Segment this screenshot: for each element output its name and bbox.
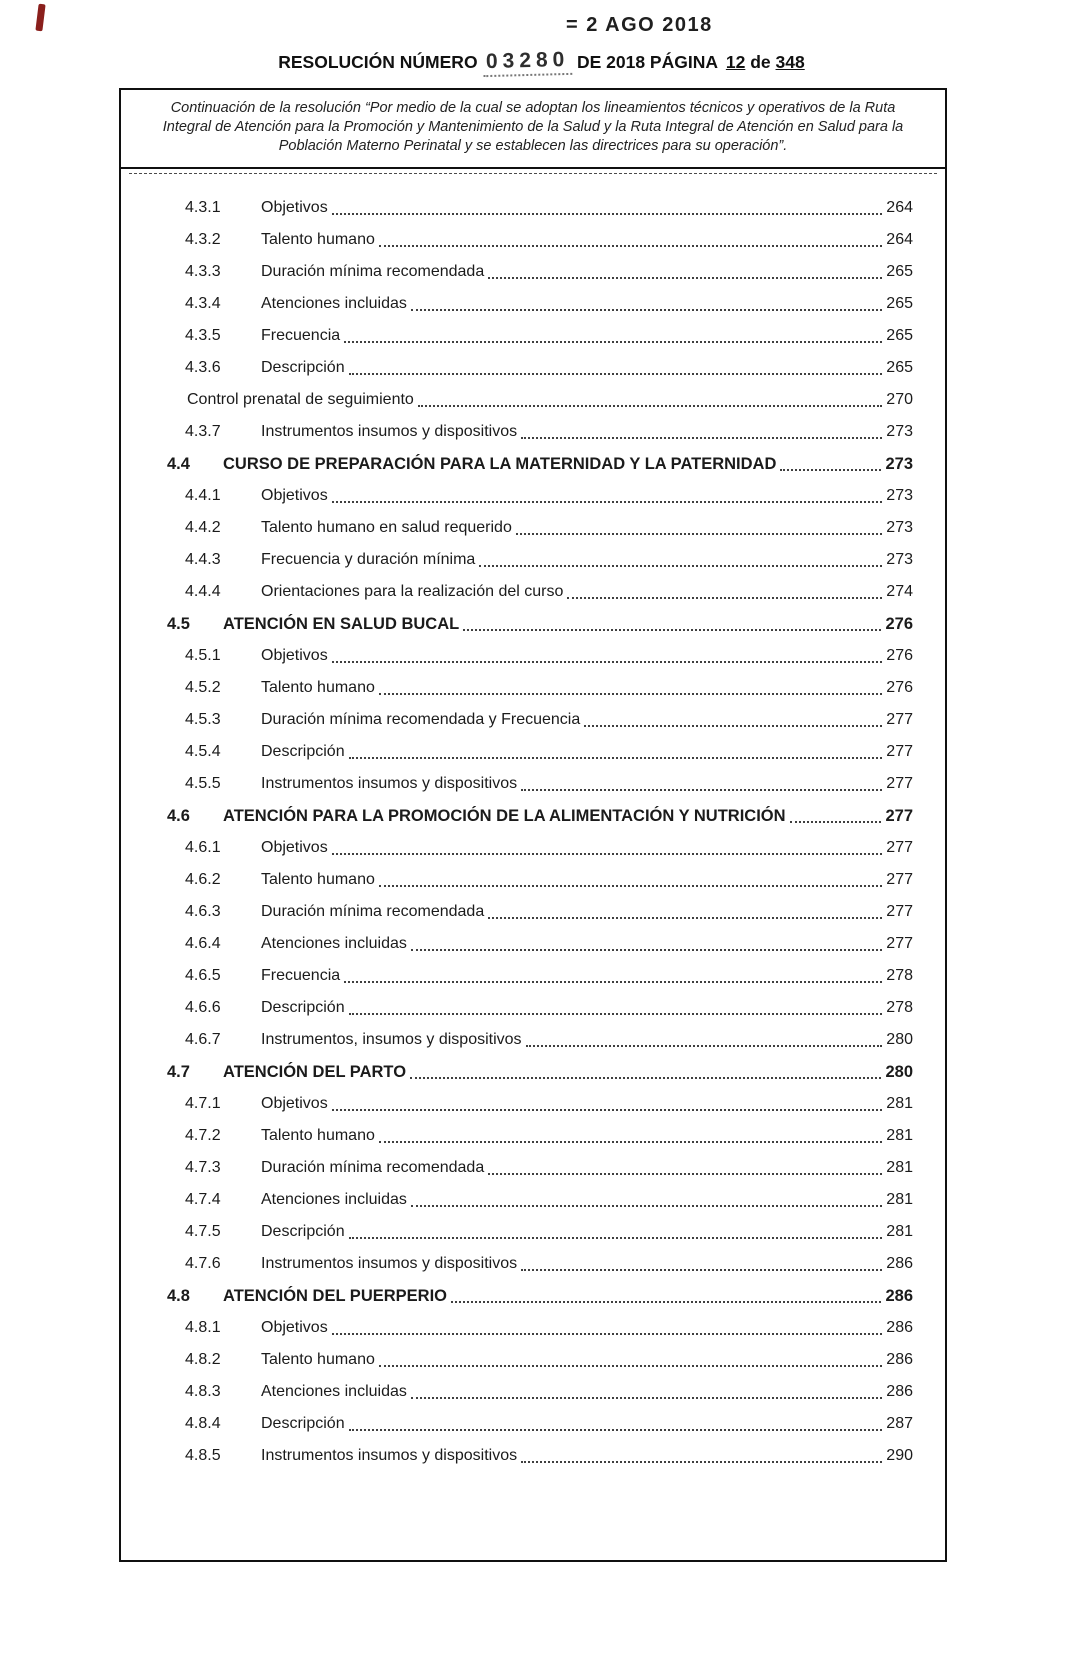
section-number: 4.6.6 — [185, 999, 221, 1016]
page-number: 277 — [886, 839, 913, 856]
section-title: Atenciones incluidas — [261, 1383, 407, 1400]
section-title: Talento humano — [261, 1127, 375, 1144]
toc-row — [185, 736, 913, 768]
toc-row — [185, 768, 913, 800]
toc-row — [167, 448, 913, 480]
section-title: Atenciones incluidas — [261, 935, 407, 952]
page-number: 265 — [886, 263, 913, 280]
dot-leader — [418, 405, 882, 407]
section-title: Objetivos — [261, 839, 328, 856]
dot-leader — [463, 629, 881, 631]
section-number: 4.6.3 — [185, 903, 221, 920]
section-number: 4.3.5 — [185, 327, 221, 344]
dot-leader — [379, 885, 882, 887]
page-number: 265 — [886, 295, 913, 312]
page-number: 290 — [886, 1447, 913, 1464]
section-title: ATENCIÓN DEL PARTO — [223, 1063, 407, 1081]
toc-row — [167, 608, 913, 640]
resolution-prefix: RESOLUCIÓN NÚMERO — [278, 52, 478, 72]
section-title: Talento humano en salud requerido — [261, 519, 512, 536]
toc-row — [185, 1248, 913, 1280]
page-number: 277 — [886, 935, 913, 952]
page-number: 274 — [886, 583, 913, 600]
section-number: 4.3.4 — [185, 295, 221, 312]
dot-leader — [349, 757, 883, 759]
page-number: 273 — [886, 551, 913, 568]
section-number: 4.6.4 — [185, 935, 221, 952]
page-number: 277 — [886, 743, 913, 760]
toc-row — [185, 416, 913, 448]
toc-row — [185, 544, 913, 576]
toc-row — [185, 672, 913, 704]
dot-leader — [344, 981, 882, 983]
dot-leader — [488, 277, 882, 279]
toc-row — [167, 1056, 913, 1088]
toc-row — [185, 512, 913, 544]
section-title: Objetivos — [261, 647, 328, 664]
section-title: Objetivos — [261, 487, 328, 504]
toc-row — [185, 224, 913, 256]
section-title: Frecuencia y duración mínima — [261, 551, 476, 568]
page-number: 281 — [886, 1127, 913, 1144]
page-number: 270 — [886, 391, 913, 408]
section-title: Talento humano — [261, 1351, 375, 1368]
section-number: 4.6.5 — [185, 967, 221, 984]
dot-leader — [488, 1173, 882, 1175]
resolution-middle: DE 2018 PÁGINA — [576, 52, 718, 72]
section-title: Objetivos — [261, 199, 328, 216]
toc-row — [185, 288, 913, 320]
section-number: 4.8.5 — [185, 1447, 221, 1464]
page-number: 277 — [886, 871, 913, 888]
section-number: 4.5.1 — [185, 647, 221, 664]
section-number: 4.8.3 — [185, 1383, 221, 1400]
dot-leader — [790, 821, 882, 823]
section-title: Instrumentos insumos y dispositivos — [261, 1447, 518, 1464]
section-title: Talento humano — [261, 679, 375, 696]
page-number: 286 — [885, 1287, 913, 1305]
dot-leader — [451, 1301, 881, 1303]
section-number: 4.6.2 — [185, 871, 221, 888]
section-number: 4.8.2 — [185, 1351, 221, 1368]
page-total: 348 — [775, 52, 805, 72]
dot-leader — [567, 597, 882, 599]
dot-leader — [411, 949, 882, 951]
dot-leader — [344, 341, 882, 343]
section-number: 4.4 — [167, 455, 190, 473]
section-title: Duración mínima recomendada y Frecuencia — [261, 711, 581, 728]
section-number: 4.7.1 — [185, 1095, 221, 1112]
section-number: 4.3.2 — [185, 231, 221, 248]
section-number: 4.5.4 — [185, 743, 221, 760]
page-number: 264 — [886, 231, 913, 248]
dot-leader — [521, 789, 882, 791]
section-title: Descripción — [261, 1223, 345, 1240]
section-title: Talento humano — [261, 231, 375, 248]
page-number: 265 — [886, 359, 913, 376]
dot-leader — [349, 1013, 883, 1015]
section-title: Atenciones incluidas — [261, 1191, 407, 1208]
toc-row — [185, 1184, 913, 1216]
dot-leader — [479, 565, 882, 567]
content-frame — [119, 88, 947, 1562]
toc-row — [185, 1088, 913, 1120]
section-number: 4.3.7 — [185, 423, 221, 440]
toc-row — [185, 832, 913, 864]
page-number: 277 — [886, 775, 913, 792]
section-title: Duración mínima recomendada — [261, 1159, 485, 1176]
page-number: 286 — [886, 1255, 913, 1272]
toc-row — [185, 1216, 913, 1248]
stamp-number: 03280 — [482, 48, 572, 77]
section-title: Instrumentos insumos y dispositivos — [261, 775, 518, 792]
section-number: 4.4.3 — [185, 551, 221, 568]
dot-leader — [349, 1237, 883, 1239]
section-number: 4.4.4 — [185, 583, 221, 600]
page-number: 265 — [886, 327, 913, 344]
section-title: Instrumentos insumos y dispositivos — [261, 423, 518, 440]
dot-leader — [521, 1269, 882, 1271]
page-number: 273 — [885, 455, 913, 473]
dot-leader — [521, 437, 882, 439]
page-number: 287 — [886, 1415, 913, 1432]
section-number: 4.8 — [167, 1287, 190, 1305]
page-number: 273 — [886, 519, 913, 536]
pen-mark — [35, 4, 45, 32]
section-title: ATENCIÓN DEL PUERPERIO — [223, 1287, 447, 1305]
dot-leader — [780, 469, 881, 471]
section-number: 4.7.3 — [185, 1159, 221, 1176]
continuation-note: Continuación de la resolución “Por medio de la cual se adoptan los lineamientos técnicos y operativos de la Ruta Integral de Atención para la Promoción y Mantenimiento de la Salud y la Ruta Integral de Atención en Salud para la Población Materno Perinatal y se establecen las directrices para su operación”. — [121, 90, 945, 169]
section-number: 4.5.5 — [185, 775, 221, 792]
toc-row — [185, 1376, 913, 1408]
section-title: ATENCIÓN PARA LA PROMOCIÓN DE LA ALIMENTACIÓN Y NUTRICIÓN — [223, 807, 786, 825]
section-title: Duración mínima recomendada — [261, 903, 485, 920]
section-number: 4.6.1 — [185, 839, 221, 856]
page-current: 12 — [725, 52, 746, 72]
page-number: 277 — [886, 711, 913, 728]
toc-row — [185, 992, 913, 1024]
page-number: 286 — [886, 1319, 913, 1336]
dot-leader — [584, 725, 882, 727]
page-number: 278 — [886, 999, 913, 1016]
section-number: 4.7 — [167, 1063, 190, 1081]
toc-row — [185, 1344, 913, 1376]
section-number: 4.7.6 — [185, 1255, 221, 1272]
section-number: 4.4.2 — [185, 519, 221, 536]
section-number: 4.7.2 — [185, 1127, 221, 1144]
dot-leader — [410, 1077, 881, 1079]
dot-leader — [379, 1365, 882, 1367]
dot-leader — [332, 501, 883, 503]
toc-row — [185, 640, 913, 672]
section-title: Duración mínima recomendada — [261, 263, 485, 280]
section-title: Descripción — [261, 1415, 345, 1432]
section-title: Talento humano — [261, 871, 375, 888]
page-number: 276 — [885, 615, 913, 633]
toc-row — [185, 1440, 913, 1472]
page-number: 280 — [886, 1031, 913, 1048]
page-number: 286 — [886, 1351, 913, 1368]
page-number: 277 — [885, 807, 913, 825]
dot-leader — [516, 533, 882, 535]
section-title: Objetivos — [261, 1319, 328, 1336]
toc-row — [185, 864, 913, 896]
page-number: 273 — [886, 487, 913, 504]
section-number: 4.7.4 — [185, 1191, 221, 1208]
toc-row — [185, 352, 913, 384]
toc-row — [185, 576, 913, 608]
page-number: 286 — [886, 1383, 913, 1400]
section-title: Instrumentos, insumos y dispositivos — [261, 1031, 522, 1048]
section-title: CURSO DE PREPARACIÓN PARA LA MATERNIDAD Y LA PATERNIDAD — [223, 455, 777, 473]
de-word: de — [750, 52, 771, 72]
toc-row — [185, 1152, 913, 1184]
toc-list — [121, 174, 945, 1472]
section-title: Frecuencia — [261, 967, 341, 984]
section-number: 4.8.1 — [185, 1319, 221, 1336]
toc-row — [185, 928, 913, 960]
section-title: Atenciones incluidas — [261, 295, 407, 312]
toc-row — [185, 704, 913, 736]
section-number: 4.3.1 — [185, 199, 221, 216]
toc-row — [185, 192, 913, 224]
section-number: 4.5.3 — [185, 711, 221, 728]
dot-leader — [488, 917, 882, 919]
dot-leader — [332, 1333, 883, 1335]
dot-leader — [411, 1397, 882, 1399]
toc-row — [185, 1120, 913, 1152]
toc-row — [167, 1280, 913, 1312]
section-title: ATENCIÓN EN SALUD BUCAL — [223, 615, 460, 633]
page-number: 281 — [886, 1095, 913, 1112]
dot-leader — [411, 1205, 882, 1207]
section-number: 4.3.6 — [185, 359, 221, 376]
dot-leader — [332, 1109, 883, 1111]
page-number: 281 — [886, 1191, 913, 1208]
date-stamp: = 2 AGO 2018 — [566, 14, 713, 36]
section-number: 4.8.4 — [185, 1415, 221, 1432]
section-title: Instrumentos insumos y dispositivos — [261, 1255, 518, 1272]
page-number: 281 — [886, 1223, 913, 1240]
page-number: 273 — [886, 423, 913, 440]
dot-leader — [521, 1461, 882, 1463]
toc-row — [185, 960, 913, 992]
dot-leader — [349, 373, 883, 375]
dot-leader — [332, 213, 883, 215]
section-title: Descripción — [261, 999, 345, 1016]
dot-leader — [332, 661, 883, 663]
section-number: 4.3.3 — [185, 263, 221, 280]
toc-row — [167, 800, 913, 832]
section-number: 4.6 — [167, 807, 190, 825]
section-title: Orientaciones para la realización del curso — [261, 583, 564, 600]
toc-row — [185, 256, 913, 288]
page-number: 264 — [886, 199, 913, 216]
section-title: Descripción — [261, 743, 345, 760]
section-title: Objetivos — [261, 1095, 328, 1112]
toc-row — [187, 384, 913, 416]
section-number: 4.6.7 — [185, 1031, 221, 1048]
dot-leader — [349, 1429, 883, 1431]
dot-leader — [379, 693, 882, 695]
dot-leader — [332, 853, 883, 855]
section-number: 4.5 — [167, 615, 190, 633]
dot-leader — [411, 309, 882, 311]
toc-row — [185, 1024, 913, 1056]
dot-leader — [379, 1141, 882, 1143]
page-number: 280 — [885, 1063, 913, 1081]
dot-leader — [526, 1045, 883, 1047]
section-title: Frecuencia — [261, 327, 341, 344]
section-number: 4.7.5 — [185, 1223, 221, 1240]
page-number: 276 — [886, 647, 913, 664]
section-title: Control prenatal de seguimiento — [187, 391, 414, 408]
toc-row — [185, 1312, 913, 1344]
section-number: 4.4.1 — [185, 487, 221, 504]
page-number: 281 — [886, 1159, 913, 1176]
toc-row — [185, 320, 913, 352]
toc-row — [185, 896, 913, 928]
toc-row — [185, 480, 913, 512]
resolution-header-line — [0, 47, 1080, 77]
page-number: 276 — [886, 679, 913, 696]
page-number: 277 — [886, 903, 913, 920]
dot-leader — [379, 245, 882, 247]
section-number: 4.5.2 — [185, 679, 221, 696]
toc-row — [185, 1408, 913, 1440]
section-title: Descripción — [261, 359, 345, 376]
page-number: 278 — [886, 967, 913, 984]
